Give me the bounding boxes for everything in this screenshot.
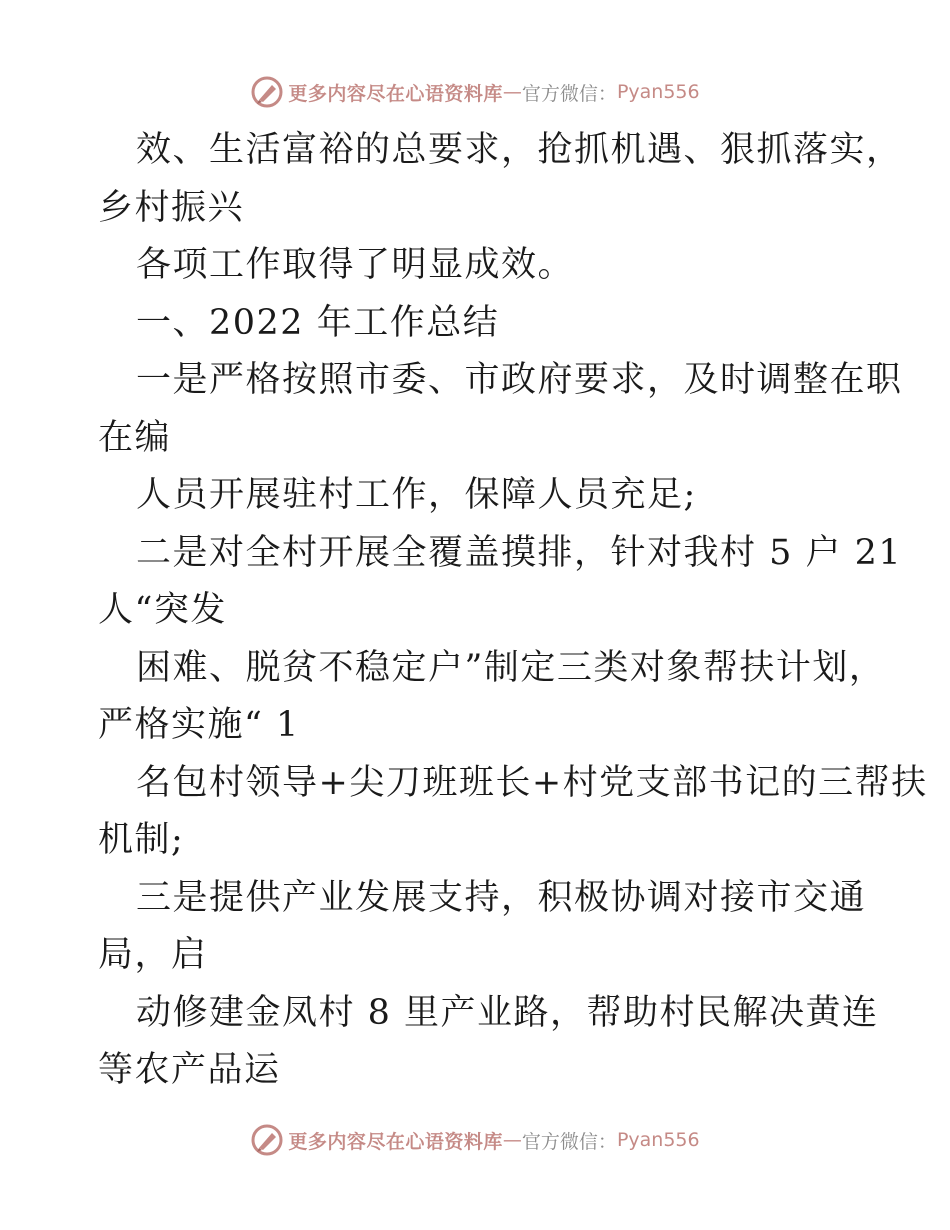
text-line: 名包村领导+尖刀班班长+村党支部书记的三帮扶 bbox=[136, 762, 928, 803]
text-line: 乡村振兴 bbox=[98, 187, 245, 228]
text-line: 机制; bbox=[98, 820, 185, 860]
footer-watermark bbox=[0, 1120, 950, 1160]
text-line: 严格实施“ 1 bbox=[98, 705, 300, 745]
watermark-wechat-id: Pyan556 bbox=[616, 1129, 700, 1151]
text-line: 人员开展驻村工作，保障人员充足; bbox=[136, 475, 697, 515]
text-line: 在编 bbox=[98, 417, 172, 458]
watermark-wechat-label: 官方微信： bbox=[521, 82, 617, 105]
document-body bbox=[98, 122, 928, 1100]
text-line: 效、生活富裕的总要求，抢抓机遇、狠抓落实， bbox=[136, 130, 903, 170]
text-line: 人“突发 bbox=[98, 590, 227, 630]
watermark-dash: — bbox=[502, 1129, 522, 1151]
pen-logo-icon bbox=[250, 1123, 284, 1157]
watermark-wechat-id: Pyan556 bbox=[616, 81, 700, 103]
text-line: 动修建金凤村 8 里产业路，帮助村民解决黄连 bbox=[136, 992, 879, 1033]
text-line: 三是提供产业发展支持，积极协调对接市交通 bbox=[136, 877, 867, 918]
text-line: 困难、脱贫不稳定户”制定三类对象帮扶计划， bbox=[136, 647, 886, 688]
pen-logo-icon bbox=[250, 75, 284, 109]
watermark-wechat-label: 官方微信： bbox=[521, 1130, 617, 1153]
text-line: 二是对全村开展全覆盖摸排，针对我村 5 户 21 bbox=[136, 532, 903, 573]
watermark-title: 更多内容尽在心语资料库 bbox=[288, 1130, 503, 1153]
text-line: 等农产品运 bbox=[98, 1050, 281, 1090]
watermark-title: 更多内容尽在心语资料库 bbox=[288, 82, 503, 105]
header-watermark bbox=[0, 72, 950, 112]
watermark-dash: — bbox=[502, 81, 522, 103]
text-line: 局，启 bbox=[98, 935, 208, 975]
text-line: 一、2022 年工作总结 bbox=[136, 302, 500, 343]
text-line: 各项工作取得了明显成效。 bbox=[136, 245, 575, 285]
text-line: 一是严格按照市委、市政府要求，及时调整在职 bbox=[136, 360, 903, 400]
